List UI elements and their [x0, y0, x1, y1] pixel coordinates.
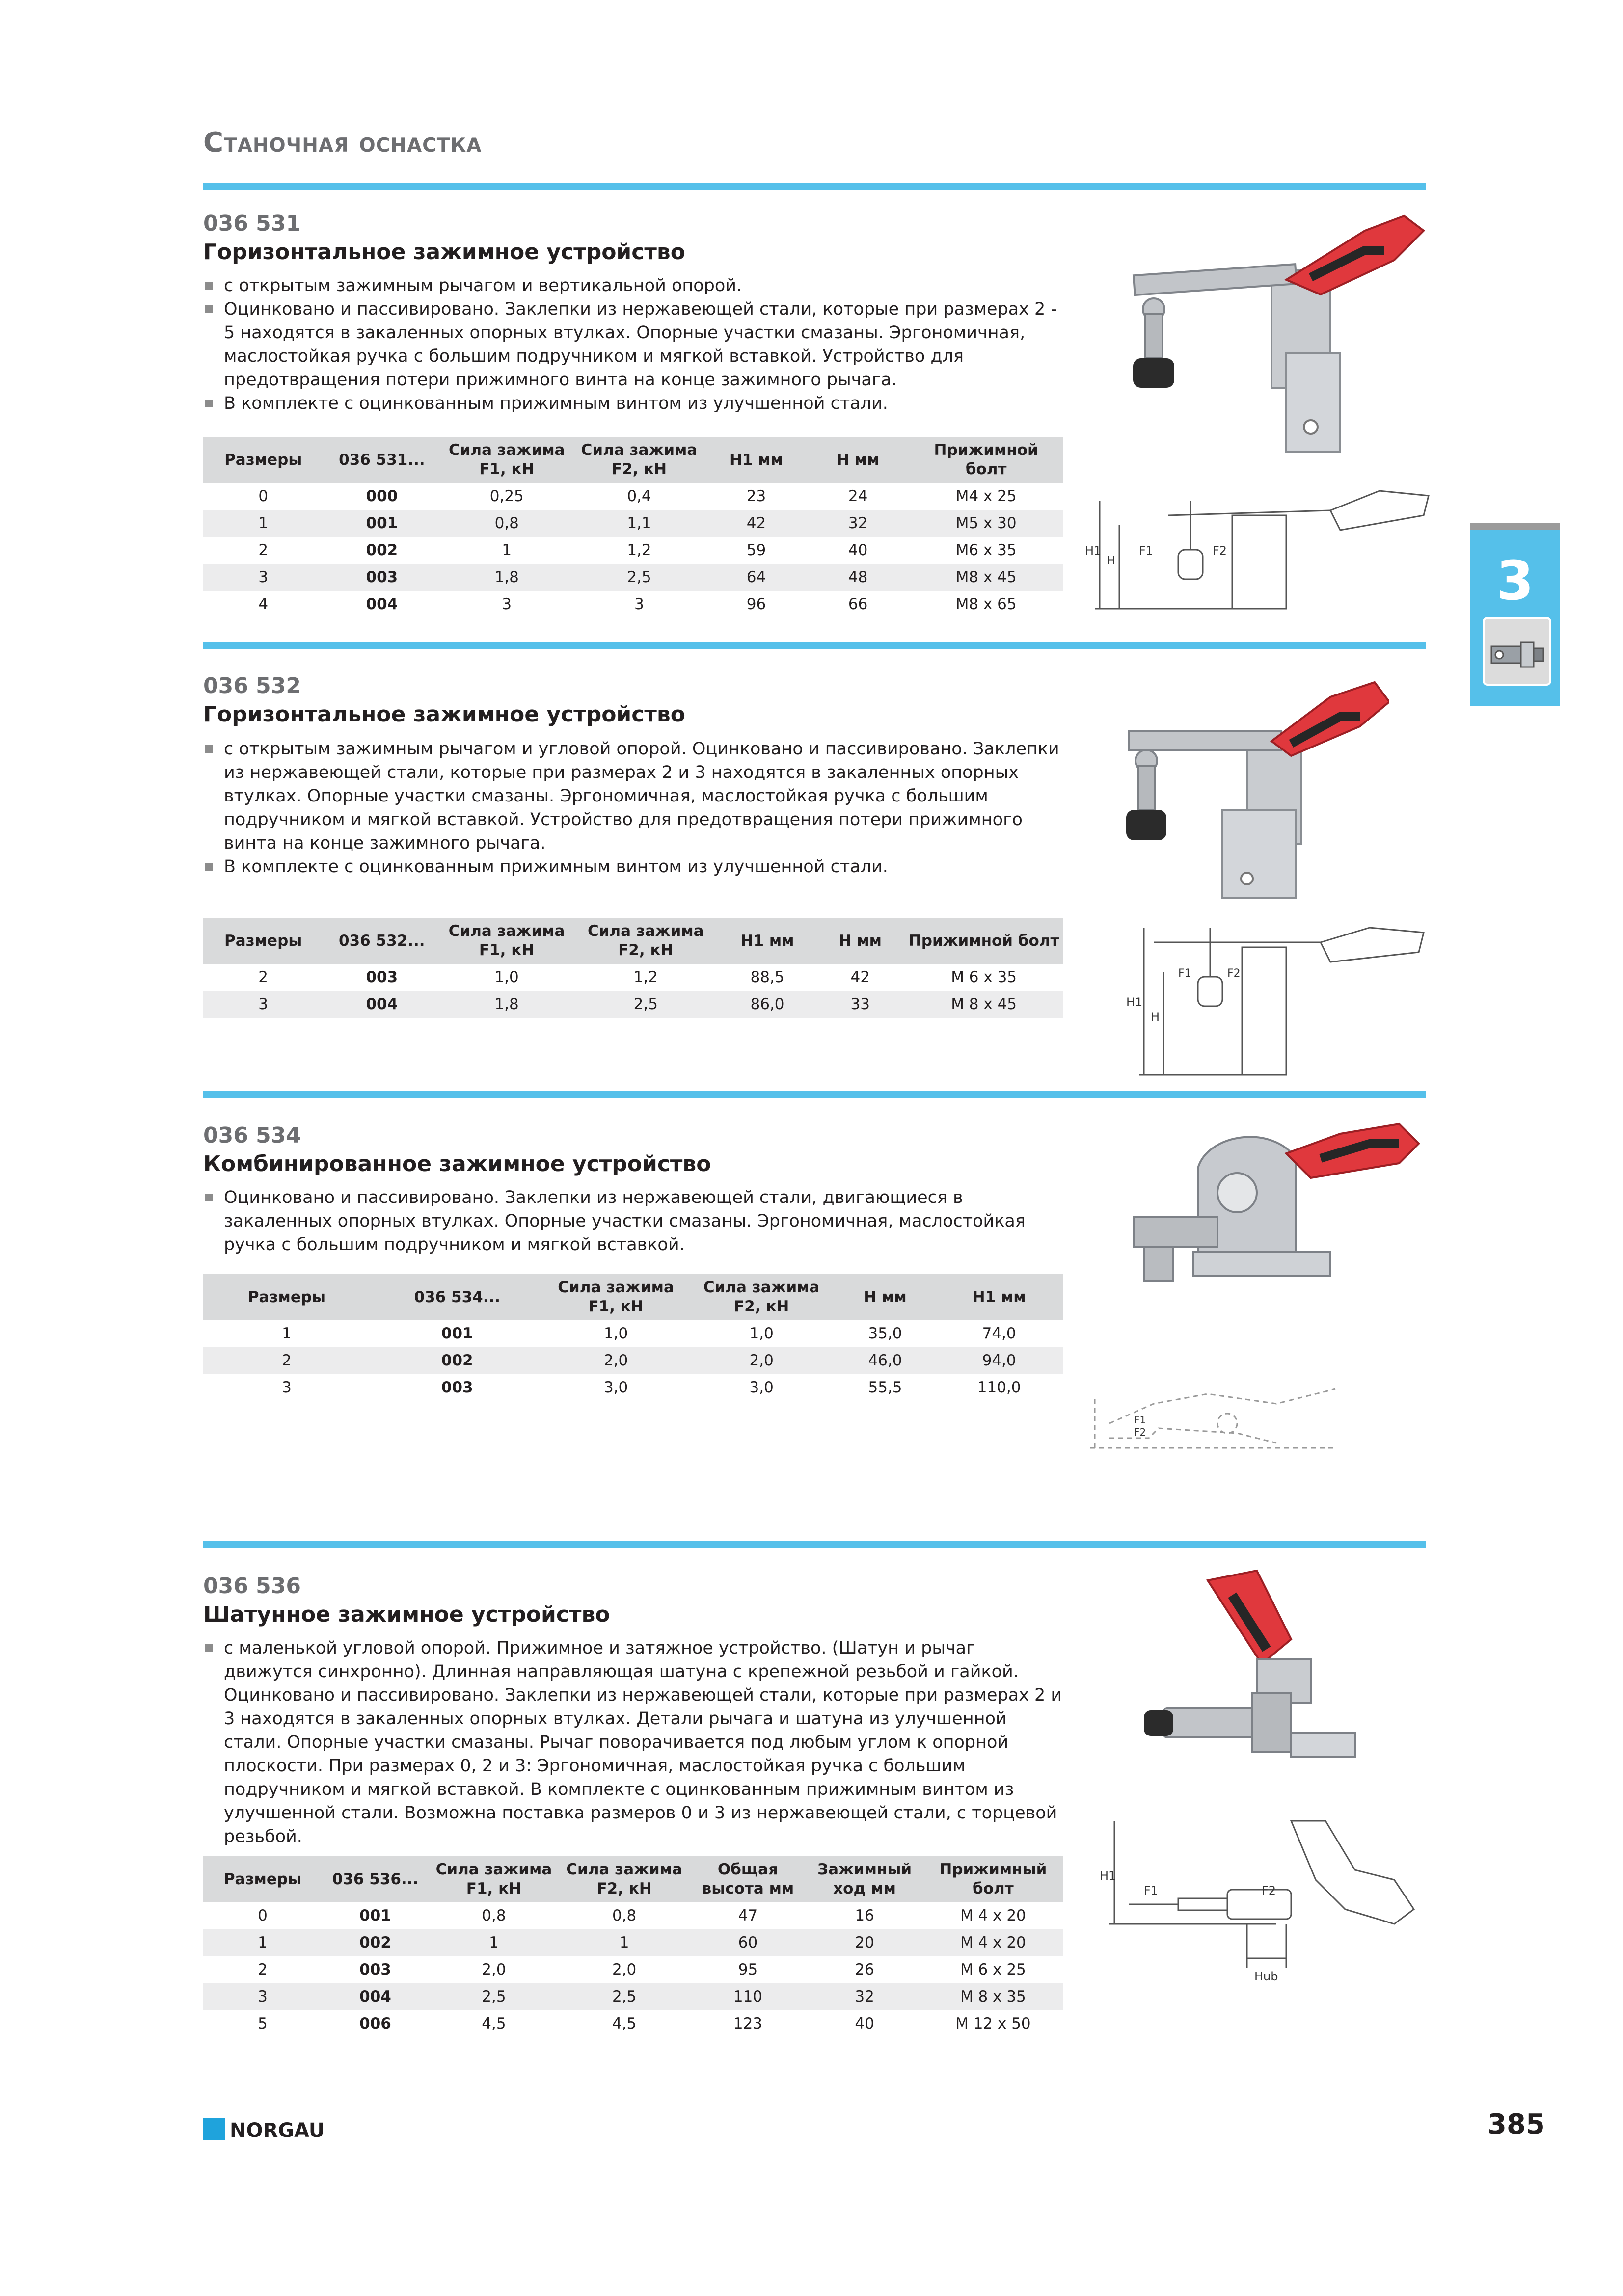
table-cell: 001	[441, 1325, 473, 1342]
section-divider	[203, 183, 1426, 190]
product-code: 036 536	[203, 1574, 301, 1599]
table-cell: 20	[806, 1929, 922, 1956]
product-code: 036 534	[203, 1123, 301, 1148]
table-cell: 0,25	[489, 487, 524, 505]
product-photo	[1129, 1561, 1404, 1796]
table-cell: 123	[733, 2015, 763, 2032]
page-number: 385	[1488, 2109, 1545, 2140]
column-header: H мм	[836, 1274, 935, 1320]
table-cell: 003	[359, 1961, 391, 1978]
table-cell: 0,4	[627, 487, 651, 505]
table-cell: 55,5	[868, 1379, 902, 1396]
column-header: Размеры	[203, 1274, 370, 1320]
drawing-label: H1	[1100, 1869, 1116, 1883]
drawing-label: F1	[1139, 544, 1154, 558]
table-cell: 1,0	[603, 1325, 628, 1342]
technical-drawing	[1080, 1360, 1355, 1507]
clamp-tool-icon	[1483, 617, 1551, 686]
table-cell: 003	[441, 1379, 473, 1396]
table-cell: 006	[359, 2015, 391, 2032]
product-photo	[1085, 663, 1389, 908]
table-cell: 1,1	[573, 510, 705, 537]
drawing-label: H	[1151, 1010, 1160, 1024]
table-cell: 86,0	[719, 991, 816, 1018]
product-description	[203, 274, 1067, 415]
table-cell: 96	[746, 595, 766, 613]
technical-drawing	[1100, 1811, 1443, 1993]
table-cell: 74,0	[982, 1325, 1016, 1342]
column-header: Сила зажима F2, кН	[559, 1856, 690, 1902]
table-cell: 0	[258, 487, 269, 505]
table-cell: 2,5	[573, 991, 719, 1018]
table-cell: 1	[203, 510, 323, 537]
section-divider	[203, 642, 1426, 649]
table-row	[203, 991, 1063, 1018]
table-cell: M 8 x 35	[923, 1983, 1063, 2010]
product-title: Комбинированное зажимное устройство	[203, 1151, 711, 1176]
product-photo	[1124, 1104, 1429, 1330]
table-cell: 1,8	[440, 991, 573, 1018]
table-cell: 001	[359, 1907, 391, 1924]
table-cell: 3	[634, 595, 644, 613]
spec-table	[203, 1856, 1063, 2037]
bullet-item: с открытым зажимным рычагом и вертикальной опорой.	[203, 274, 1067, 297]
column-header: Общая высота мм	[689, 1856, 806, 1902]
table-cell: 1,2	[633, 968, 658, 986]
table-cell: 3	[282, 1379, 292, 1396]
bullet-item: с открытым зажимным рычагом и угловой опорой. Оцинковано и пассивировано. Заклепки из нержавеющей стали, которые при размерах 2 и 3 находятся в закаленных опорных втулках. Опорные участки смазаны. Эргономичная, маслостойкая ручка с большим подручником и мягкой вставкой. Устройство для предотвращения потери прижимного винта на конце зажимного рычага.	[203, 737, 1067, 855]
column-header: H1 мм	[719, 918, 816, 964]
column-header: Сила зажима F1, кН	[440, 437, 573, 483]
drawing-label: F2	[1227, 967, 1241, 980]
table-cell: M4 x 25	[955, 487, 1017, 505]
page-heading: Станочная оснастка	[203, 127, 482, 159]
technical-drawing	[1085, 481, 1438, 628]
drawing-label: F2	[1262, 1884, 1276, 1897]
table-cell: 3,0	[603, 1379, 628, 1396]
table-cell: 3	[203, 991, 323, 1018]
column-header: H мм	[816, 918, 904, 964]
table-cell: M 6 x 35	[951, 968, 1017, 986]
product-title: Горизонтальное зажимное устройство	[203, 702, 685, 727]
table-cell: M 4 x 20	[960, 1907, 1026, 1924]
column-header: 036 534...	[370, 1274, 544, 1320]
table-cell: 32	[807, 510, 909, 537]
drawing-label: F1	[1178, 967, 1191, 980]
column-header: 036 531...	[323, 437, 440, 483]
table-cell: 1,8	[440, 564, 573, 591]
table-cell: 002	[322, 1929, 429, 1956]
table-cell: 2,5	[429, 1983, 559, 2010]
section-divider	[203, 1091, 1426, 1098]
table-cell: 40	[855, 2015, 874, 2032]
chapter-number: 3	[1496, 549, 1534, 612]
table-cell: 3	[502, 595, 512, 613]
table-cell: 000	[366, 487, 398, 505]
product-description	[203, 737, 1067, 879]
table-cell: M8 x 65	[955, 595, 1017, 613]
table-cell: 4	[258, 595, 269, 613]
table-cell: 1	[559, 1929, 690, 1956]
column-header: 036 536...	[322, 1856, 429, 1902]
table-cell: 2	[258, 541, 269, 559]
table-row	[203, 1374, 1063, 1401]
table-cell: 0	[258, 1907, 268, 1924]
table-cell: 23	[746, 487, 766, 505]
product-code: 036 531	[203, 211, 301, 236]
spec-table	[203, 918, 1063, 1018]
drawing-label: H1	[1126, 995, 1143, 1009]
table-row	[203, 1347, 1063, 1374]
section-divider	[203, 1541, 1426, 1548]
table-cell: 66	[848, 595, 868, 613]
table-row	[203, 1320, 1063, 1347]
drawing-label: F2	[1134, 1426, 1146, 1438]
table-cell: 32	[806, 1983, 922, 2010]
column-header: 036 532...	[323, 918, 440, 964]
table-cell: 3,0	[749, 1379, 774, 1396]
table-row	[203, 964, 1063, 991]
table-cell: 60	[689, 1929, 806, 1956]
table-cell: 40	[848, 541, 868, 559]
table-cell: 4,5	[482, 2015, 506, 2032]
column-header: Зажимный ход мм	[806, 1856, 922, 1902]
table-cell: 1,0	[494, 968, 519, 986]
table-row	[203, 483, 1063, 510]
table-cell: 1	[502, 541, 512, 559]
table-row	[203, 2010, 1063, 2037]
table-row	[203, 537, 1063, 564]
table-row	[203, 1902, 1063, 1929]
column-header: Сила зажима F2, кН	[573, 437, 705, 483]
table-cell: M 12 x 50	[955, 2015, 1031, 2032]
table-cell: 1,2	[627, 541, 651, 559]
table-cell: 002	[370, 1347, 544, 1374]
table-cell: 2	[203, 1347, 370, 1374]
table-cell: 2,5	[559, 1983, 690, 2010]
table-cell: 3	[203, 564, 323, 591]
table-cell: 2,0	[688, 1347, 836, 1374]
drawing-label: H	[1107, 554, 1116, 567]
table-cell: 110	[689, 1983, 806, 2010]
table-cell: 33	[816, 991, 904, 1018]
column-header: Размеры	[203, 918, 323, 964]
product-title: Шатунное зажимное устройство	[203, 1602, 610, 1627]
table-cell: 003	[323, 564, 440, 591]
column-header: Прижимный болт	[923, 1856, 1063, 1902]
table-cell: 24	[848, 487, 868, 505]
column-header: Сила зажима F1, кН	[440, 918, 573, 964]
table-cell: 26	[855, 1961, 874, 1978]
table-cell: 47	[738, 1907, 758, 1924]
table-row	[203, 1983, 1063, 2010]
column-header: H1 мм	[935, 1274, 1063, 1320]
bullet-item: В комплекте с оцинкованным прижимным винтом из улучшенной стали.	[203, 392, 1067, 415]
table-cell: 46,0	[836, 1347, 935, 1374]
technical-drawing	[1124, 918, 1438, 1085]
column-header: Размеры	[203, 1856, 322, 1902]
product-photo	[1090, 196, 1434, 471]
table-row	[203, 510, 1063, 537]
table-row	[203, 564, 1063, 591]
column-header: Сила зажима F1, кН	[544, 1274, 688, 1320]
table-cell: 1	[429, 1929, 559, 1956]
product-code: 036 532	[203, 673, 301, 698]
drawing-label: F1	[1144, 1884, 1159, 1897]
table-cell: 35,0	[868, 1325, 902, 1342]
table-cell: M 6 x 25	[960, 1961, 1026, 1978]
table-row	[203, 1956, 1063, 1983]
table-cell: M8 x 45	[909, 564, 1063, 591]
column-header: Сила зажима F1, кН	[429, 1856, 559, 1902]
table-cell: 42	[850, 968, 870, 986]
table-cell: 95	[738, 1961, 758, 1978]
table-cell: 0,8	[440, 510, 573, 537]
table-cell: 0,8	[612, 1907, 637, 1924]
table-cell: 42	[705, 510, 807, 537]
table-cell: M6 x 35	[955, 541, 1017, 559]
table-cell: 64	[705, 564, 807, 591]
table-cell: 0,8	[482, 1907, 506, 1924]
table-cell: 3	[203, 1983, 322, 2010]
table-row	[203, 591, 1063, 618]
column-header: H1 мм	[705, 437, 807, 483]
drawing-label: H1	[1085, 544, 1102, 558]
table-cell: 004	[366, 595, 398, 613]
column-header: Размеры	[203, 437, 323, 483]
table-cell: 110,0	[977, 1379, 1021, 1396]
table-cell: 004	[322, 1983, 429, 2010]
table-cell: 16	[855, 1907, 874, 1924]
table-cell: 2,0	[544, 1347, 688, 1374]
column-header: Сила зажима F2, кН	[688, 1274, 836, 1320]
table-cell: 88,5	[750, 968, 784, 986]
column-header: Сила зажима F2, кН	[573, 918, 719, 964]
bullet-item: В комплекте с оцинкованным прижимным винтом из улучшенной стали.	[203, 855, 1067, 879]
table-cell: 2,0	[612, 1961, 637, 1978]
table-cell: 4,5	[612, 2015, 637, 2032]
table-cell: 1,0	[749, 1325, 774, 1342]
table-cell: 1	[203, 1929, 322, 1956]
column-header: Прижимной болт	[904, 918, 1063, 964]
table-cell: 003	[366, 968, 398, 986]
product-title: Горизонтальное зажимное устройство	[203, 240, 685, 265]
bullet-item: Оцинковано и пассивировано. Заклепки из нержавеющей стали, двигающиеся в закаленных опорных втулках. Опорные участки смазаны. Эргономичная, маслостойкая ручка с большим подручником и мягкой вставкой.	[203, 1186, 1067, 1256]
brand-logo-icon	[203, 2118, 225, 2140]
column-header: Прижимной болт	[909, 437, 1063, 483]
bullet-item: с маленькой угловой опорой. Прижимное и затяжное устройство. (Шатун и рычаг движутся синхронно). Длинная направляющая шатуна с крепежной резьбой и гайкой. Оцинковано и пассивировано. Заклепки из нержавеющей стали, которые при размерах 2 и 3 находятся в закаленных опорных втулках. Детали рычага и шатуна из улучшенной стали. Опорные участки смазаны. Рычаг поворачивается под любым углом к опорной плоскости. При размерах 0, 2 и 3: Эргономичная, маслостойкая ручка с большим подручником и мягкой вставкой. В комплекте с оцинкованным прижимным винтом из улучшенной стали. Возможна поставка размеров 0 и 3 из нержавеющей стали, с торцевой резьбой.	[203, 1636, 1067, 1848]
table-cell: 004	[323, 991, 440, 1018]
spec-table	[203, 1274, 1063, 1401]
table-cell: 5	[258, 2015, 268, 2032]
column-header: H мм	[807, 437, 909, 483]
drawing-label: F1	[1134, 1414, 1146, 1426]
table-cell: 2	[258, 968, 269, 986]
table-cell: 94,0	[935, 1347, 1063, 1374]
bullet-item: Оцинковано и пассивировано. Заклепки из нержавеющей стали, которые при размерах 2 - 5 находятся в закаленных опорных втулках. Опорные участки смазаны. Эргономичная, маслостойкая ручка с большим подручником и мягкой вставкой. Устройство для предотвращения потери прижимного винта на конце зажимного рычага.	[203, 297, 1067, 392]
table-row	[203, 1929, 1063, 1956]
table-cell: 48	[807, 564, 909, 591]
product-description	[203, 1636, 1067, 1848]
table-cell: 59	[746, 541, 766, 559]
table-cell: 001	[323, 510, 440, 537]
drawing-label: Hub	[1254, 1970, 1278, 1983]
table-cell: 002	[366, 541, 398, 559]
table-cell: M 8 x 45	[904, 991, 1063, 1018]
chapter-tab	[1470, 523, 1560, 706]
table-cell: 1	[282, 1325, 292, 1342]
table-cell: 2,5	[573, 564, 705, 591]
spec-table	[203, 437, 1063, 618]
table-cell: M 4 x 20	[923, 1929, 1063, 1956]
table-cell: 2,0	[482, 1961, 506, 1978]
drawing-label: F2	[1213, 544, 1227, 558]
brand-name: NORGAU	[230, 2119, 325, 2142]
table-cell: 2	[258, 1961, 268, 1978]
table-cell: M5 x 30	[909, 510, 1063, 537]
product-description	[203, 1186, 1067, 1256]
